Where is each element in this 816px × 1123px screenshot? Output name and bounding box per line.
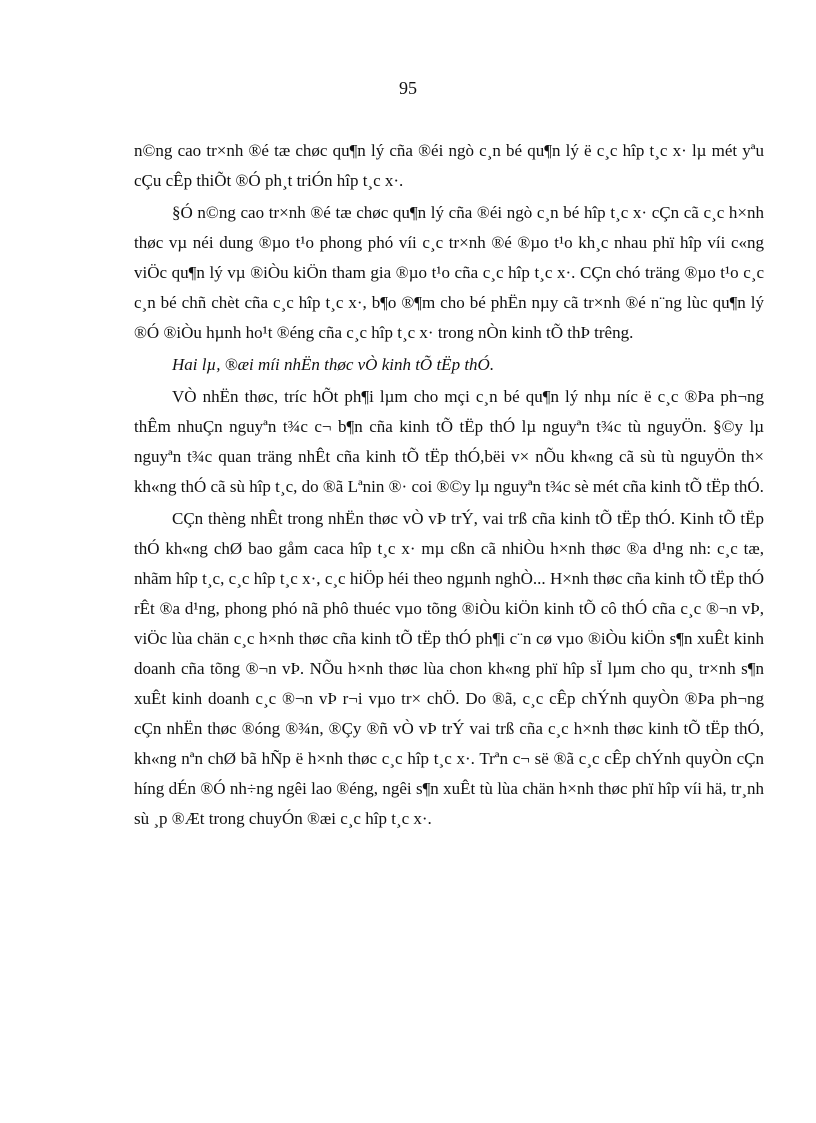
document-body bbox=[134, 136, 764, 834]
paragraph-continuation: n©ng cao tr×nh ®é tæ chøc qu¶n lý cña ®éi ngò c¸n bé qu¶n lý ë c¸c hîp t¸c x· lµ mét yªu cÇu cÊp thiÕt ®Ó ph¸t triÓn hîp t¸c x·. bbox=[134, 141, 764, 190]
paragraph-collective-economy: CÇn thèng nhÊt trong nhËn thøc vÒ vÞ trÝ, vai trß cña kinh tÕ tËp thÓ. Kinh tÕ tËp thÓ kh«ng chØ bao gåm caca hîp t¸c x· mµ cßn cã nhiÒu h×nh thøc ®a d¹ng nh: c¸c tæ, nhãm hîp t¸c, c¸c hîp t¸c x·, c¸c hiÖp héi theo ngµnh nghÒ... H×nh thøc cña kinh tÕ tËp thÓ rÊt ®a d¹ng, phong phó nã phô thuéc vµo tõng ®iÒu kiÖn kinh tÕ cô thÓ cña c¸c ®¬n vÞ, viÖc lùa chän c¸c h×nh thøc cña kinh tÕ tËp thÓ ph¶i c¨n cø vµo ®iÒu kiÖn s¶n xuÊt kinh doanh cña tõng ®¬n vÞ. NÕu h×nh thøc lùa chon kh«ng phï hîp sÏ lµm cho qu¸ tr×nh s¶n xuÊt kinh doanh c¸c ®¬n vÞ r¬i vµo tr× chÖ. Do ®ã, c¸c cÊp chÝnh quyÒn ®Þa ph¬ng cÇn nhËn thøc ®óng ®¾n, ®Çy ®ñ vÒ vÞ trÝ vai trß cña c¸c h×nh thøc kinh tÕ tËp thÓ, kh«ng nªn chØ bã hÑp ë h×nh thøc c¸c hîp t¸c x·. Trªn c¬ së ®ã c¸c cÊp chÝnh quyÒn cÇn híng dÉn ®Ó nh÷ng ngêi lao ®éng, ngêi s¶n xuÊt tù lùa chän h×nh thøc phï hîp víi hä, tr¸nh sù ¸p ®Æt trong chuyÓn ®æi c¸c hîp t¸c x·. bbox=[134, 509, 764, 828]
paragraph-awareness: VÒ nhËn thøc, tríc hÕt ph¶i lµm cho mçi c¸n bé qu¶n lý nhµ níc ë c¸c ®Þa ph¬ng thÊm nhuÇn nguyªn t¾c c¬ b¶n cña kinh tÕ tËp thÓ lµ nguyªn t¾c tù nguyÖn. §©y lµ nguyªn t¾c quan träng nhÊt cña kinh tÕ tËp thÓ,bëi v× nÕu kh«ng cã sù tù nguyÖn th× kh«ng thÓ cã sù hîp t¸c, do ®ã Lªnin ®· coi ®©y lµ nguyªn t¾c sè mét cña kinh tÕ tËp thÓ. bbox=[134, 387, 764, 496]
paragraph-training: §Ó n©ng cao tr×nh ®é tæ chøc qu¶n lý cña ®éi ngò c¸n bé hîp t¸c x· cÇn cã c¸c h×nh thøc vµ néi dung ®µo t¹o phong phó víi c¸c tr×nh ®é ®µo t¹o kh¸c nhau phï hîp víi c«ng viÖc qu¶n lý vµ ®iÒu kiÖn tham gia ®µo t¹o cña c¸c hîp t¸c x·. CÇn chó träng ®µo t¹o c¸c c¸n bé chñ chèt cña c¸c hîp t¸c x·, b¶o ®¶m cho bé phËn nµy cã tr×nh ®é n¨ng lùc qu¶n lý ®Ó ®iÒu hµnh ho¹t ®éng cña c¸c hîp t¸c x· trong nÒn kinh tÕ thÞ trêng. bbox=[134, 203, 764, 342]
section-heading: Hai lµ, ®æi míi nhËn thøc vÒ kinh tÕ tËp thÓ. bbox=[172, 355, 495, 374]
page-number: 95 bbox=[399, 78, 417, 98]
